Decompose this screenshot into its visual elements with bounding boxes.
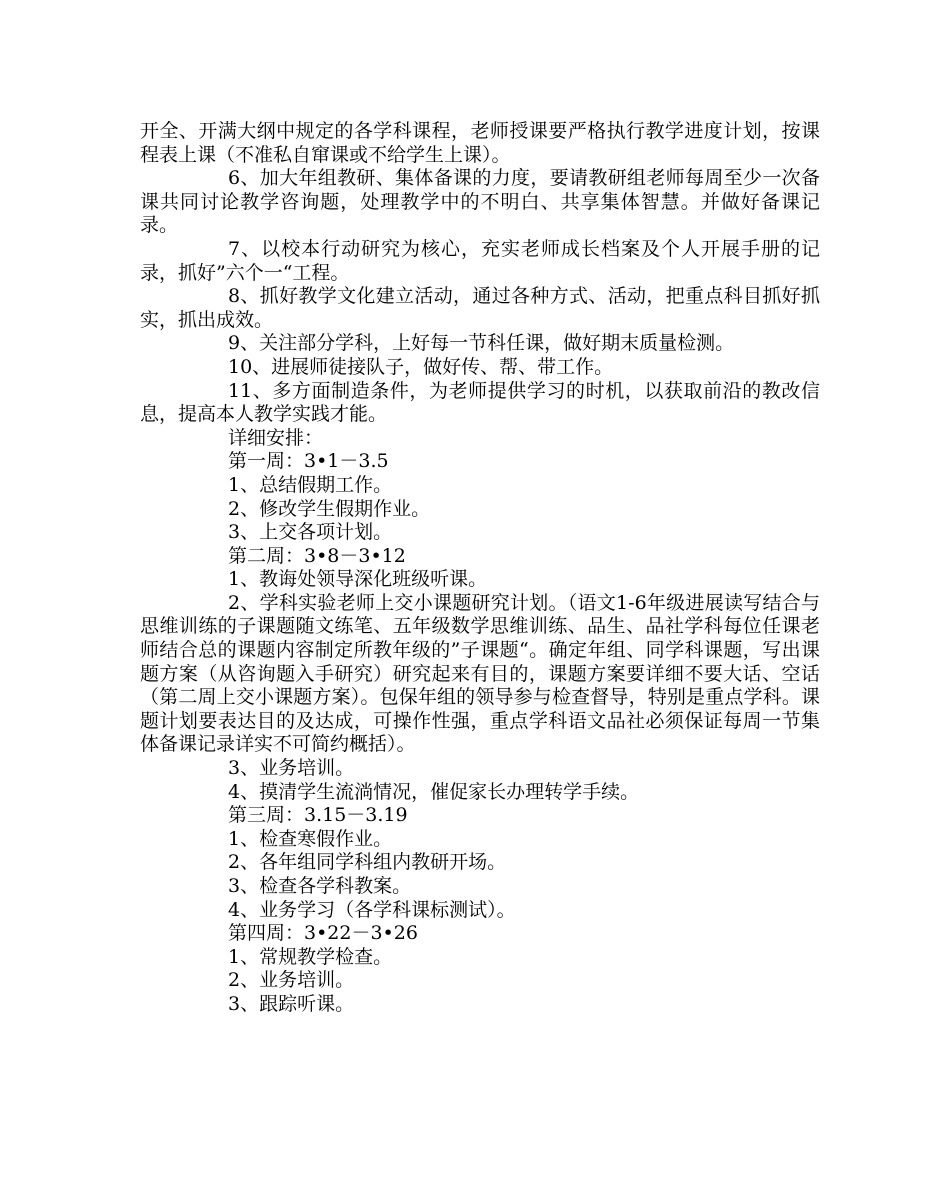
paragraph-item-11: 11、多方面制造条件，为老师提供学习的时机，以获取前沿的教改信息，提高本人教学实践才能。: [140, 379, 820, 426]
week2-item-3: 3、业务培训。: [228, 757, 355, 780]
paragraph-item-6: 6、加大年组教研、集体备课的力度，要请教研组老师每周至少一次备课共同讨论教学咨询题，处理教学中的不明白、共享集体智慧。并做好备课记录。: [140, 167, 820, 237]
week1-item-3: 3、上交各项计划。: [228, 521, 393, 544]
week4-item-1: 1、常规教学检查。: [228, 945, 393, 968]
week3-item-4: 4、业务学习（各学科课标测试）。: [228, 898, 516, 921]
week-heading-1: 第一周：3•1－3.5: [228, 450, 389, 473]
week3-item-3: 3、检查各学科教案。: [228, 875, 412, 897]
week3-item-2: 2、各年组同学科组内教研开场。: [228, 851, 507, 874]
paragraph-item-7: 7、以校本行动研究为核心，充实老师成长档案及个人开展手册的记录，抓好”六个一“工程。: [140, 237, 820, 284]
week-heading-2: 第二周：3•8－3•12: [228, 544, 406, 567]
week1-item-2: 2、修改学生假期作业。: [228, 497, 431, 520]
week1-item-1: 1、总结假期工作。: [228, 473, 393, 496]
section-heading-schedule: 详细安排：: [228, 426, 324, 449]
document-page: [140, 120, 820, 1017]
week4-item-2: 2、业务培训。: [228, 969, 355, 992]
paragraph-item-9: 9、关注部分学科，上好每一节科任课，做好期末质量检测。: [228, 332, 735, 355]
week-heading-4: 第四周：3•22－3•26: [228, 922, 418, 945]
paragraph-continuation: 开全、开满大纲中规定的各学科课程，老师授课要严格执行教学进度计划，按课程表上课（不准私自窜课或不给学生上课）。: [140, 120, 820, 166]
week2-item-4: 4、摸清学生流淌情况，催促家长办理转学手续。: [228, 780, 640, 803]
paragraph-item-10: 10、进展师徒接队子，做好传、帮、带工作。: [228, 355, 614, 378]
paragraph-item-8: 8、抓好教学文化建立活动，通过各种方式、活动，把重点科目抓好抓实，抓出成效。: [140, 285, 820, 331]
week2-item-1: 1、教诲处领导深化班级听课。: [228, 568, 488, 591]
week2-item-2: 2、学科实验老师上交小课题研究计划。（语文1-6年级进展读写结合与思维训练的子课题随文练笔、五年级数学思维训练、品生、品社学科每位任课老师结合总的课题内容制定所教年级的”子课题“。确定年组、同学科课题，写出课题方案（从咨询题入手研究）研究起来有目的，课题方案要详细不要大话、空话（第二周上交小课题方案）。包保年组的领导参与检查督导，特别是重点学科。课题计划要表达目的及达成，可操作性强，重点学科语文品社必须保证每周一节集体备课记录详实不可简约概括）。: [140, 591, 820, 756]
week3-item-1: 1、检查寒假作业。: [228, 827, 393, 850]
week-heading-3: 第三周：3.15－3.19: [228, 804, 408, 827]
week4-item-3: 3、跟踪听课。: [228, 992, 355, 1015]
